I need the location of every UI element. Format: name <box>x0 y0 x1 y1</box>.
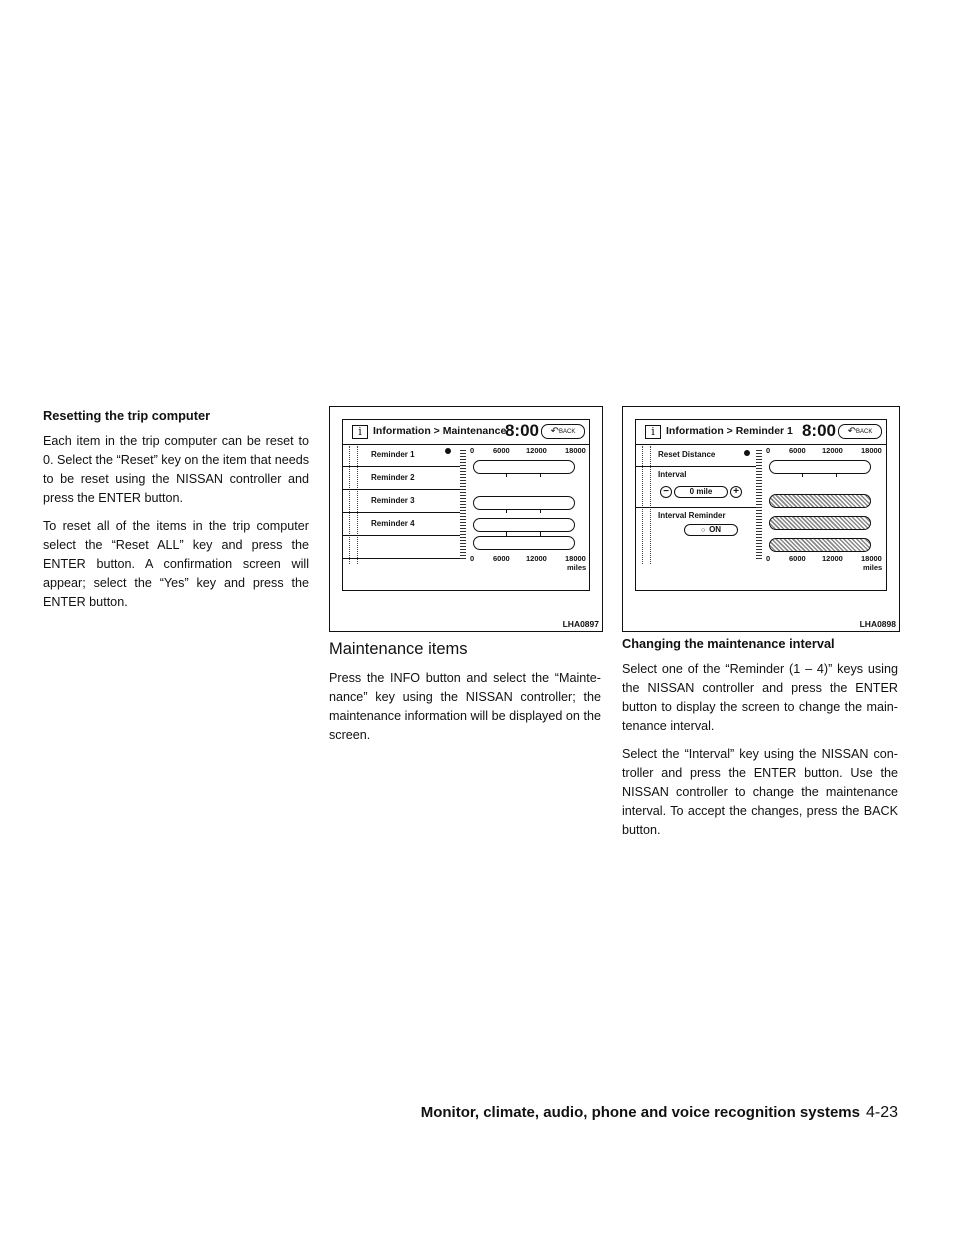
reminder-label: Reminder 3 <box>371 496 415 505</box>
row-label: Interval <box>658 470 687 479</box>
reminder-label: Reminder 4 <box>371 519 415 528</box>
scale-12000: 12000 <box>526 554 547 563</box>
progress-bar <box>473 460 575 474</box>
bar-tick <box>506 532 507 536</box>
reminder-2-item[interactable] <box>343 467 460 490</box>
clock: 8:00 <box>801 421 836 440</box>
clock: 8:00 <box>504 421 539 440</box>
reset-distance-item[interactable] <box>636 444 756 467</box>
scale-18000: 18000 <box>565 446 586 455</box>
reminder-4-item[interactable] <box>343 513 460 536</box>
scroll-ticks <box>756 450 762 560</box>
scale-0: 0 <box>470 554 475 563</box>
scale-6000: 6000 <box>493 554 510 563</box>
back-arrow-icon: ↶ <box>550 426 560 437</box>
reminder-3-item[interactable] <box>343 490 460 513</box>
row-label: Reset Distance <box>658 450 716 459</box>
reminder-1-item[interactable] <box>343 444 460 467</box>
progress-bar <box>473 496 575 510</box>
screen-header <box>636 420 886 445</box>
scale-0: 0 <box>470 446 475 455</box>
scale-6000: 6000 <box>789 446 806 455</box>
screen-title: Information > Maintenance <box>373 425 507 437</box>
screen-title: Information > Reminder 1 <box>666 425 793 437</box>
scale-18000: 18000 <box>861 554 882 563</box>
progress-bar <box>769 460 871 474</box>
scale-12000: 12000 <box>822 554 843 563</box>
scale-0: 0 <box>766 446 771 455</box>
scale-18000: 18000 <box>861 446 882 455</box>
heading-change-interval: Changing the maintenance interval <box>622 636 835 651</box>
scale-6000: 6000 <box>789 554 806 563</box>
scale-0: 0 <box>766 554 771 563</box>
selected-dot-icon <box>445 448 451 454</box>
bar-tick <box>540 473 541 477</box>
scale-12000: 12000 <box>526 446 547 455</box>
section-maintenance-items <box>329 640 601 754</box>
bar-tick <box>506 473 507 477</box>
reminder-list <box>343 444 460 559</box>
figure-label: LHA0897 <box>562 619 599 629</box>
paragraph: Each item in the trip computer can be reset to 0. Select the “Reset” key on the item that needs to be reset using the NISSAN controller and press the ENTER button. <box>43 434 310 505</box>
chapter-title: Monitor, climate, audio, phone and voice recognition systems <box>420 1104 860 1121</box>
reminder-label: Reminder 1 <box>371 450 415 459</box>
plus-icon[interactable]: + <box>730 486 742 498</box>
interval-value-field: 0 mile <box>674 486 728 498</box>
bar-tick <box>540 532 541 536</box>
figure-maintenance-screen <box>329 406 603 632</box>
selected-dot-icon <box>744 450 750 456</box>
row-label: Interval Reminder <box>658 511 726 520</box>
bar-tick <box>506 509 507 513</box>
unit-label: miles <box>863 563 883 572</box>
scale-18000: 18000 <box>565 554 586 563</box>
paragraph: Select one of the “Reminder (1 – 4)” keys using the NISSAN controller and press the ENTER button to display the screen to change the main- tenance interval. <box>622 662 898 733</box>
scale-12000: 12000 <box>822 446 843 455</box>
section-trip-reset <box>43 406 309 621</box>
toggle-indicator-icon: ○ <box>700 527 710 534</box>
progress-bar-disabled <box>769 538 871 552</box>
bar-tick <box>540 509 541 513</box>
back-label: BACK <box>856 429 873 435</box>
progress-bar <box>473 536 575 550</box>
paragraph: Select the “Interval” key using the NISSAN con- troller and press the ENTER button. Use the NISSAN controller to change the maintenance interval. To accept the changes, press the BACK button. <box>622 747 898 837</box>
scroll-ticks <box>460 450 466 560</box>
unit-label: miles <box>567 563 587 572</box>
page-footer <box>421 1104 898 1122</box>
info-icon: i <box>645 425 661 439</box>
section-change-interval <box>622 634 898 849</box>
figure-label: LHA0898 <box>859 619 896 629</box>
back-arrow-icon: ↶ <box>847 426 857 437</box>
reminder-label: Reminder 2 <box>371 473 415 482</box>
info-icon: i <box>352 425 368 439</box>
reminder-toggle[interactable] <box>684 524 738 536</box>
empty-row <box>343 536 460 559</box>
figure-reminder-screen <box>622 406 900 632</box>
paragraph: To reset all of the items in the trip computer select the “Reset ALL” key and press the ENTER button. A confirmation screen will appear; select the “Yes” key and press the ENTER button. <box>43 519 309 609</box>
screen-header <box>343 420 589 445</box>
progress-bar <box>473 518 575 532</box>
minus-icon[interactable]: − <box>660 486 672 498</box>
bar-tick <box>836 473 837 477</box>
page-number: 4-23 <box>865 1104 898 1121</box>
screen-reminder <box>635 419 887 591</box>
screen-maintenance <box>342 419 590 591</box>
toggle-value: ON <box>709 525 722 534</box>
back-button[interactable] <box>541 424 585 439</box>
paragraph: Press the INFO button and select the “Mainte- nance” key using the NISSAN controller; the maintenance information will be displayed on the screen. <box>329 671 601 742</box>
progress-bar-disabled <box>769 516 871 530</box>
back-label: BACK <box>559 429 576 435</box>
progress-bar-disabled <box>769 494 871 508</box>
bar-tick <box>802 473 803 477</box>
heading-trip-reset: Resetting the trip computer <box>43 408 211 423</box>
back-button[interactable] <box>838 424 882 439</box>
heading-maintenance-items: Maintenance items <box>329 640 468 658</box>
scale-6000: 6000 <box>493 446 510 455</box>
